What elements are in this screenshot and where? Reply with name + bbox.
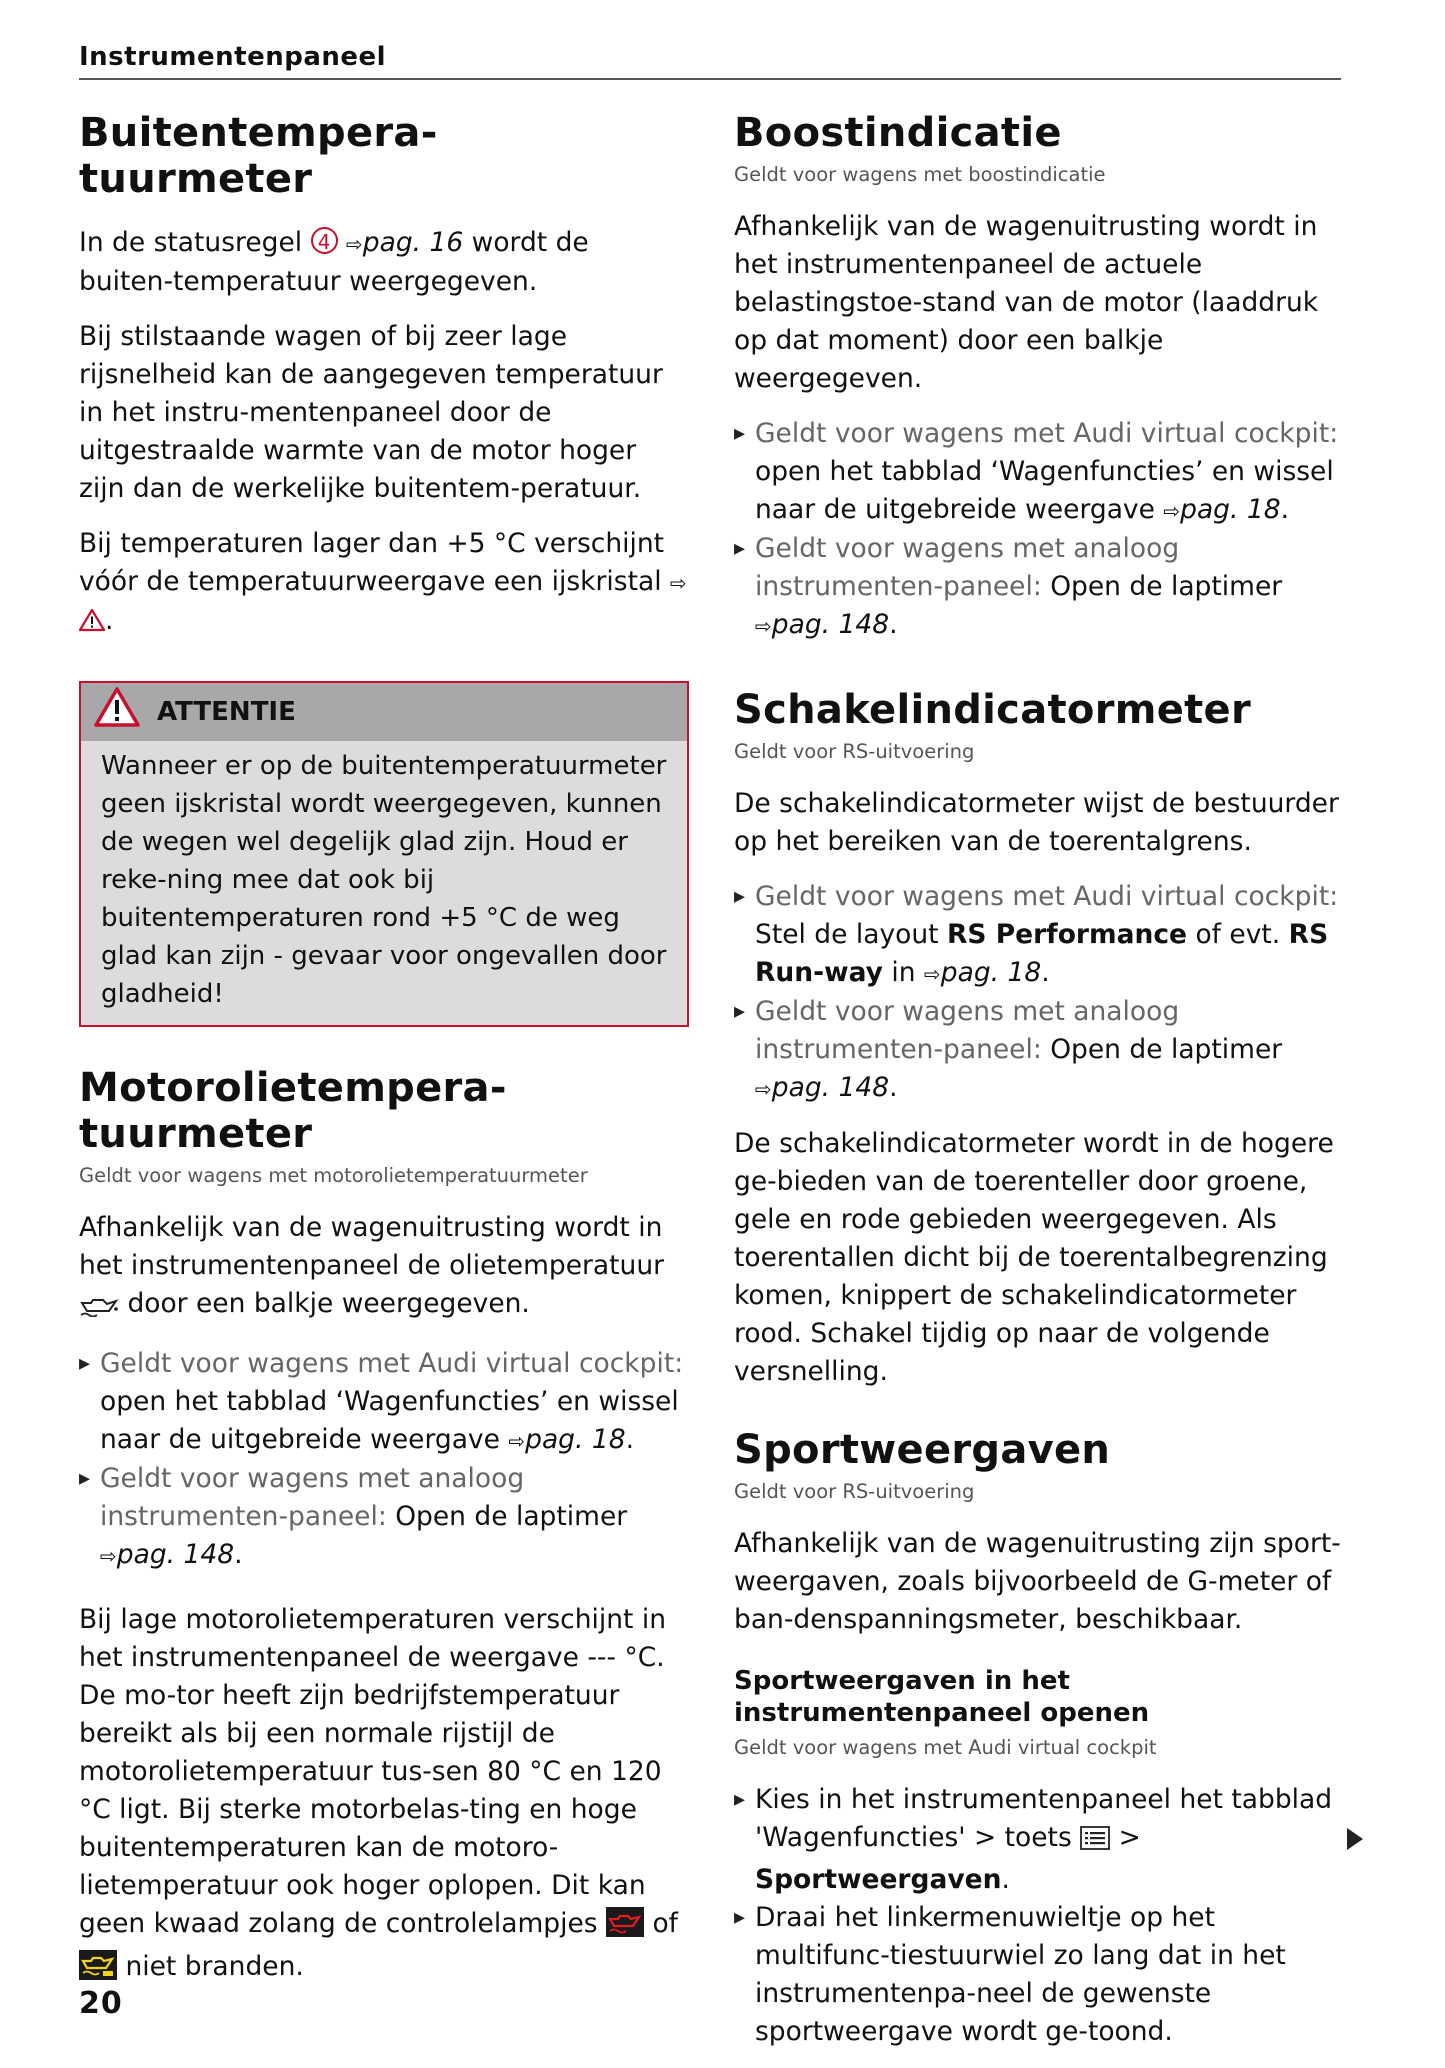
shift-title: Schakelindicatormeter	[734, 687, 1252, 733]
sport-applies: Geldt voor RS-uitvoering	[734, 1480, 975, 1503]
outside-temp-title: Buitentempera- tuurmeter	[79, 110, 438, 202]
callout-number: 4	[311, 227, 338, 254]
attention-header	[81, 683, 687, 741]
reference-arrow-icon: ⇨	[1163, 499, 1181, 523]
oil-temp-p2: Bij lage motorolietemperaturen verschijnt in het instrumentenpaneel de weergave --- °C. De mo-tor heeft zijn bedrijfstemperatuur bereikt als bij een normale rijstijl de motorolietemperatuur tus-sen 80 °C en 120 °C ligt. Bij sterke motorbelas-ting en hoge buitentemperaturen kan de motoro-lietemperatuur ook hoger oplopen. Dit kan geen kwaad zolang de controlelampjes of niet branden.	[79, 1601, 689, 1991]
reference-arrow-icon: ⇨	[755, 614, 772, 638]
boost-p1: Afhankelijk van de wagenuitrusting wordt in het instrumentenpaneel de actuele belastingstoe-stand van de motor (laaddruk op dat moment) door een balkje weergegeven.	[734, 211, 1319, 394]
reference-arrow-icon: ⇨	[508, 1429, 526, 1453]
sport-title: Sportweergaven	[734, 1427, 1111, 1473]
page-reference[interactable]: pag. 16	[362, 227, 464, 258]
page-reference[interactable]: pag. 18	[525, 1424, 626, 1455]
sport-subtitle: Sportweergaven in het instrumentenpaneel openen	[734, 1666, 1150, 1728]
shift-p1: De schakelindicatormeter wijst de bestuurder op het bereiken van de toerentalgrens.	[734, 788, 1339, 857]
shift-p2: De schakelindicatormeter wordt in de hogere ge-bieden van de toerenteller door groene, gele en rode gebieden weergegeven. Als toerentallen dicht bij de toerentalbegrenzing komen, knippert de schakelindicatormeter rood. Schakel tijdig op naar de volgende versnelling.	[734, 1128, 1334, 1387]
page-reference[interactable]: pag. 148	[771, 609, 890, 640]
reference-arrow-icon: ⇨	[755, 1077, 772, 1101]
shift-applies: Geldt voor RS-uitvoering	[734, 740, 975, 763]
oil-temp-steps	[79, 1345, 689, 1575]
list-item: ▸ Geldt voor wagens met Audi virtual cockpit: Stel de layout RS Performance of evt. RS Run-way in ⇨pag. 18.	[734, 878, 1344, 993]
list-item: ▸ Geldt voor wagens met Audi virtual cockpit: open het tabblad ‘Wagenfuncties’ en wissel naar de uitgebreide weergave ⇨pag. 18.	[79, 1345, 689, 1460]
list-item: ▸ Geldt voor wagens met analoog instrumenten-paneel: Open de laptimer ⇨pag. 148.	[734, 993, 1344, 1108]
menu-button-icon	[1080, 1823, 1110, 1861]
warning-triangle-icon[interactable]	[79, 605, 105, 643]
outside-temp-p3: Bij temperaturen lager dan +5 °C verschijnt vóór de temperatuurweergave een ijskristal ⇨.	[79, 525, 689, 643]
reference-arrow-icon: ⇨	[670, 571, 687, 595]
oil-temperature-icon	[79, 1290, 119, 1328]
sport-sub-applies: Geldt voor wagens met Audi virtual cockpit	[734, 1736, 1157, 1759]
oil-warning-lamp-red-icon	[606, 1907, 644, 1948]
header-title: Instrumentenpaneel	[79, 42, 387, 72]
reference-arrow-icon: ⇨	[100, 1544, 117, 1568]
oil-temp-title: Motorolietempera- tuurmeter	[79, 1065, 507, 1157]
attention-body: Wanneer er op de buitentemperatuurmeter geen ijskristal wordt weergegeven, kunnen de wegen wel degelijk glad zijn. Houd er reke-ning mee dat ook bij buitentemperaturen rond +5 °C de weg glad kan zijn - gevaar voor ongevallen door gladheid!	[101, 751, 667, 1009]
list-item: ▸ Geldt voor wagens met analoog instrumenten-paneel: Open de laptimer ⇨pag. 148.	[734, 530, 1344, 645]
right-column	[734, 110, 1344, 2068]
boost-section	[734, 110, 1344, 645]
list-item: ▸ Draai het linkermenuwieltje op het multifunc-tiestuurwiel zo lang dat in het instrumentenpa-neel de gewenste sportweergave wordt ge-toond.	[734, 1899, 1344, 2051]
list-item: ▸ Kies in het instrumentenpaneel het tabblad 'Wagenfuncties' > toets > Sportweergaven.	[734, 1781, 1344, 1899]
page-reference[interactable]: pag. 148	[116, 1539, 235, 1570]
reference-arrow-icon: ⇨	[924, 962, 941, 986]
running-header	[79, 38, 1341, 80]
left-column	[79, 110, 689, 2008]
oil-temp-section	[79, 1065, 689, 1991]
reference-arrow-icon: ⇨	[346, 232, 363, 256]
outside-temp-p1: In de statusregel 4 ⇨pag. 16 wordt de buiten-temperatuur weergegeven.	[79, 227, 589, 297]
shift-section	[734, 687, 1344, 1391]
outside-temp-section	[79, 110, 689, 643]
attention-box	[79, 681, 689, 1027]
shift-steps	[734, 878, 1344, 1108]
oil-temp-applies: Geldt voor wagens met motorolietemperatuurmeter	[79, 1164, 588, 1187]
outside-temp-p2: Bij stilstaande wagen of bij zeer lage rijsnelheid kan de aangegeven temperatuur in het instru-mentenpaneel door de uitgestraalde warmte van de motor hoger zijn dan de werkelijke buitentem-peratuur.	[79, 321, 663, 504]
sport-section	[734, 1427, 1344, 2051]
boost-title: Boostindicatie	[734, 110, 1062, 156]
list-item: ▸ Geldt voor wagens met Audi virtual cockpit: open het tabblad ‘Wagenfuncties’ en wissel naar de uitgebreide weergave ⇨pag. 18.	[734, 415, 1344, 530]
attention-title: ATTENTIE	[157, 697, 296, 727]
warning-triangle-icon	[93, 686, 141, 739]
boost-steps	[734, 415, 1344, 645]
page-reference[interactable]: pag. 18	[1180, 494, 1281, 525]
boost-applies: Geldt voor wagens met boostindicatie	[734, 163, 1106, 186]
sport-steps	[734, 1781, 1344, 2051]
page-reference[interactable]: pag. 148	[771, 1072, 890, 1103]
continue-arrow-icon	[1347, 1828, 1363, 1850]
page-reference[interactable]: pag. 18	[940, 957, 1042, 988]
list-item: ▸ Geldt voor wagens met analoog instrumenten-paneel: Open de laptimer ⇨pag. 148.	[79, 1460, 689, 1575]
sport-p1: Afhankelijk van de wagenuitrusting zijn sport-weergaven, zoals bijvoorbeeld de G-meter of ban-denspanningsmeter, beschikbaar.	[734, 1528, 1341, 1635]
page-number: 20	[79, 1986, 123, 2021]
oil-temp-p1: Afhankelijk van de wagenuitrusting wordt in het instrumentenpaneel de olietemperatuur door een balkje weergegeven.	[79, 1209, 689, 1328]
